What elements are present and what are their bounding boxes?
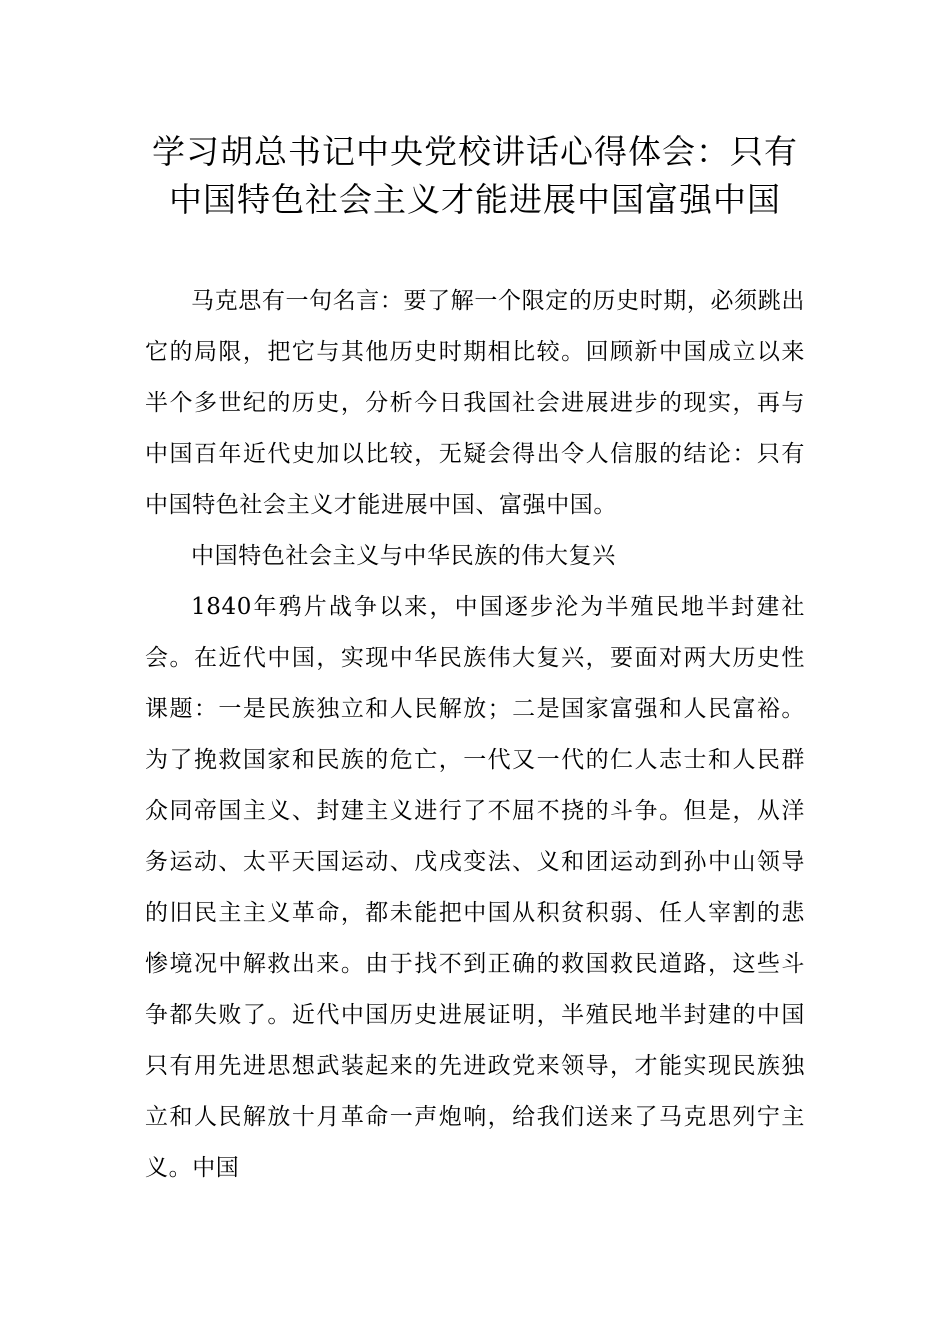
paragraph-intro: 马克思有一句名言：要了解一个限定的历史时期，必须跳出它的局限，把它与其他历史时期相比较。回顾新中国成立以来半个多世纪的历史，分析今日我国社会进展进步的现实，再与中国百年近代史加以比较，无疑会得出令人信服的结论：只有中国特色社会主义才能进展中国、富强中国。 bbox=[145, 288, 805, 518]
document-title: 学习胡总书记中央党校讲话心得体会：只有中国特色社会主义才能进展中国富强中国 bbox=[152, 132, 798, 219]
paragraph-history: 1840年鸦片战争以来，中国逐步沦为半殖民地半封建社会。在近代中国，实现中华民族伟大复兴，要面对两大历史性课题：一是民族独立和人民解放；二是国家富强和人民富裕。为了挽救国家和民族的危亡，一代又一代的仁人志士和人民群众同帝国主义、封建主义进行了不屈不挠的斗争。但是，从洋务运动、太平天国运动、戊戌变法、义和团运动到孙中山领导的旧民主主义革命，都未能把中国从积贫积弱、任人宰割的悲惨境况中解救出来。由于找不到正确的救国救民道路，这些斗争都失败了。近代中国历史进展证明，半殖民地半封建的中国只有用先进思想武装起来的先进政党来领导，才能实现民族独立和人民解放十月革命一声炮响，给我们送来了马克思列宁主义。中国 bbox=[145, 594, 805, 1181]
document-body bbox=[145, 276, 805, 1194]
section-heading: 中国特色社会主义与中华民族的伟大复兴 bbox=[191, 543, 616, 569]
